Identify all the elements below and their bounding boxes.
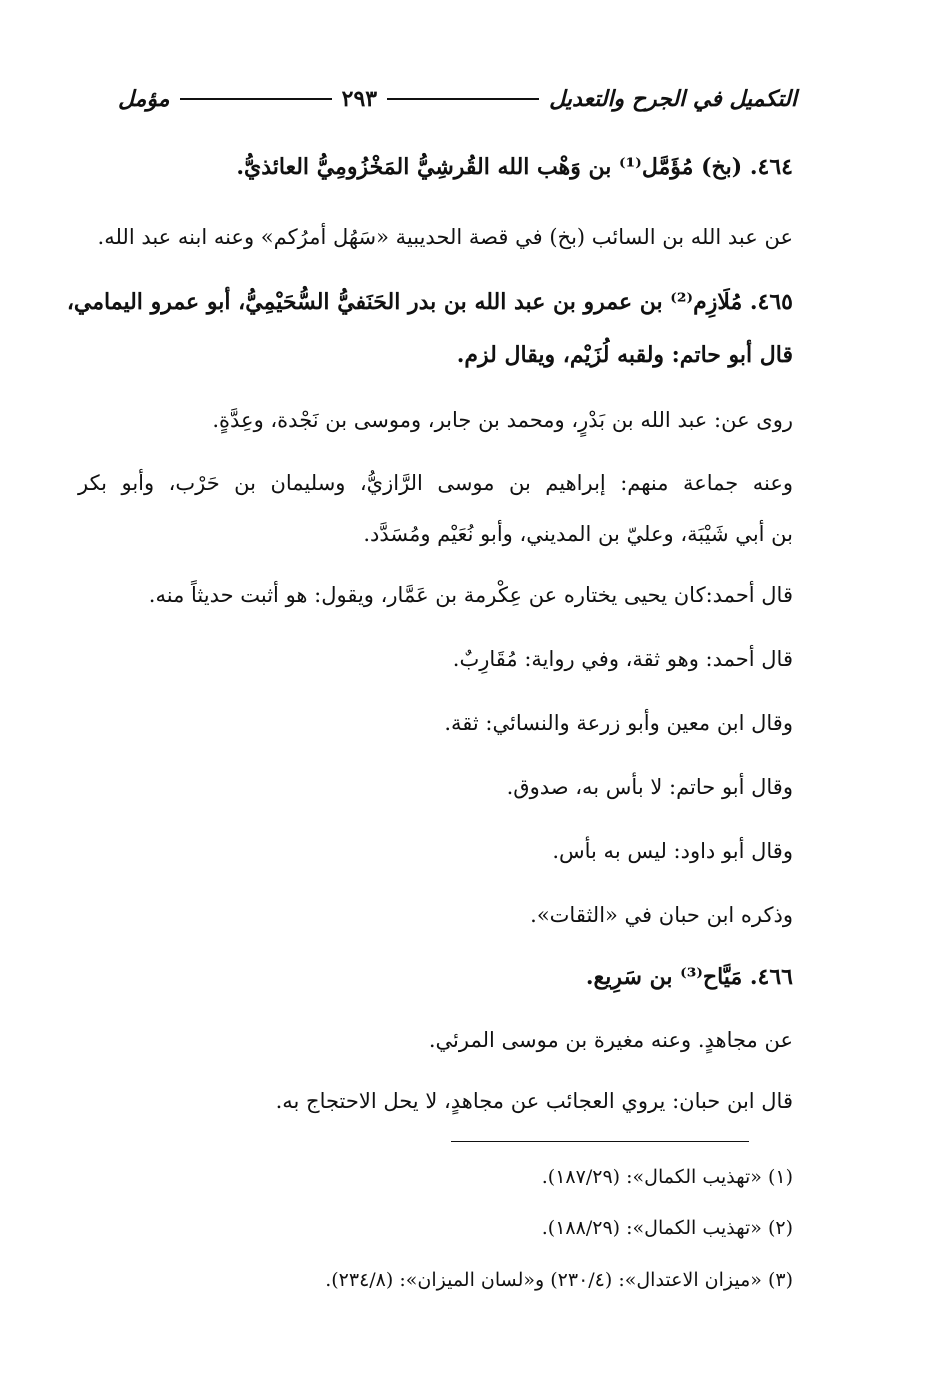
body-line: عن مجاهدٍ. وعنه مغيرة بن موسى المرئي. (428, 1028, 793, 1052)
body-line: قال أحمد: وهو ثقة، وفي رواية: مُقَارِبٌ. (452, 647, 793, 671)
entry-heading-466: ٤٦٦. مَيَّاح⁽³⁾ بن سَرِيع. (585, 964, 793, 990)
body-line: بن أبي شَيْبَة، وعليّ بن المديني، وأبو نُعَيْم ومُسَدَّد. (363, 522, 793, 546)
running-title: التكميل في الجرح والتعديل (549, 86, 797, 112)
footnote-1: (١) «تهذيب الكمال»: (١٨٧/٢٩). (541, 1166, 793, 1188)
body-line: وقال أبو حاتم: لا بأس به، صدوق. (506, 775, 793, 799)
entry-heading-465: ٤٦٥. مُلَازِم⁽²⁾ بن عمرو بن عبد الله بن بدر الحَنَفيُّ السُّحَيْمِيُّ، أبو عمرو اليمامي، (66, 289, 793, 315)
entry-heading-464: ٤٦٤. (بخ) مُؤَمَّل⁽¹⁾ بن وَهْب الله القُرشِيُّ المَخْزُومِيُّ العائذيُّ. (236, 154, 793, 180)
footnote-3: (٣) «ميزان الاعتدال»: (٢٣٠/٤) و«لسان الميزان»: (٢٣٤/٨). (325, 1269, 793, 1291)
page-header (118, 86, 797, 112)
body-line: عن عبد الله بن السائب (بخ) في قصة الحديبية «سَهُل أمرُكم» وعنه ابنه عبد الله. (97, 225, 793, 249)
entry-heading-465-cont: قال أبو حاتم: ولقبه لُزَيْم، ويقال لزم. (456, 342, 793, 368)
header-rule (180, 98, 332, 100)
body-line: قال أحمد:كان يحيى يختاره عن عِكْرمة بن عَمَّار، ويقول: هو أثبت حديثاً منه. (148, 583, 793, 607)
footnote-2: (٢) «تهذيب الكمال»: (١٨٨/٢٩). (541, 1217, 793, 1239)
body-line: قال ابن حبان: يروي العجائب عن مجاهدٍ، لا يحل الاحتجاج به. (275, 1089, 793, 1113)
header-rule (387, 98, 539, 100)
body-line: وذكره ابن حبان في «الثقات». (530, 903, 793, 927)
page-number: ٢٩٣ (341, 86, 378, 112)
body-line: وقال أبو داود: ليس به بأس. (552, 839, 793, 863)
body-line: وقال ابن معين وأبو زرعة والنسائي: ثقة. (444, 711, 793, 735)
footnote-separator (451, 1141, 749, 1142)
body-line: وعنه جماعة منهم: إبراهيم بن موسى الرَّازيُّ، وسليمان بن حَرْب، وأبو بكر (78, 471, 793, 495)
body-line: روى عن: عبد الله بن بَدْرٍ، ومحمد بن جابر، وموسى بن نَجْدة، وعِدَّةٍ. (212, 408, 793, 432)
section-word: مؤمل (118, 86, 170, 112)
